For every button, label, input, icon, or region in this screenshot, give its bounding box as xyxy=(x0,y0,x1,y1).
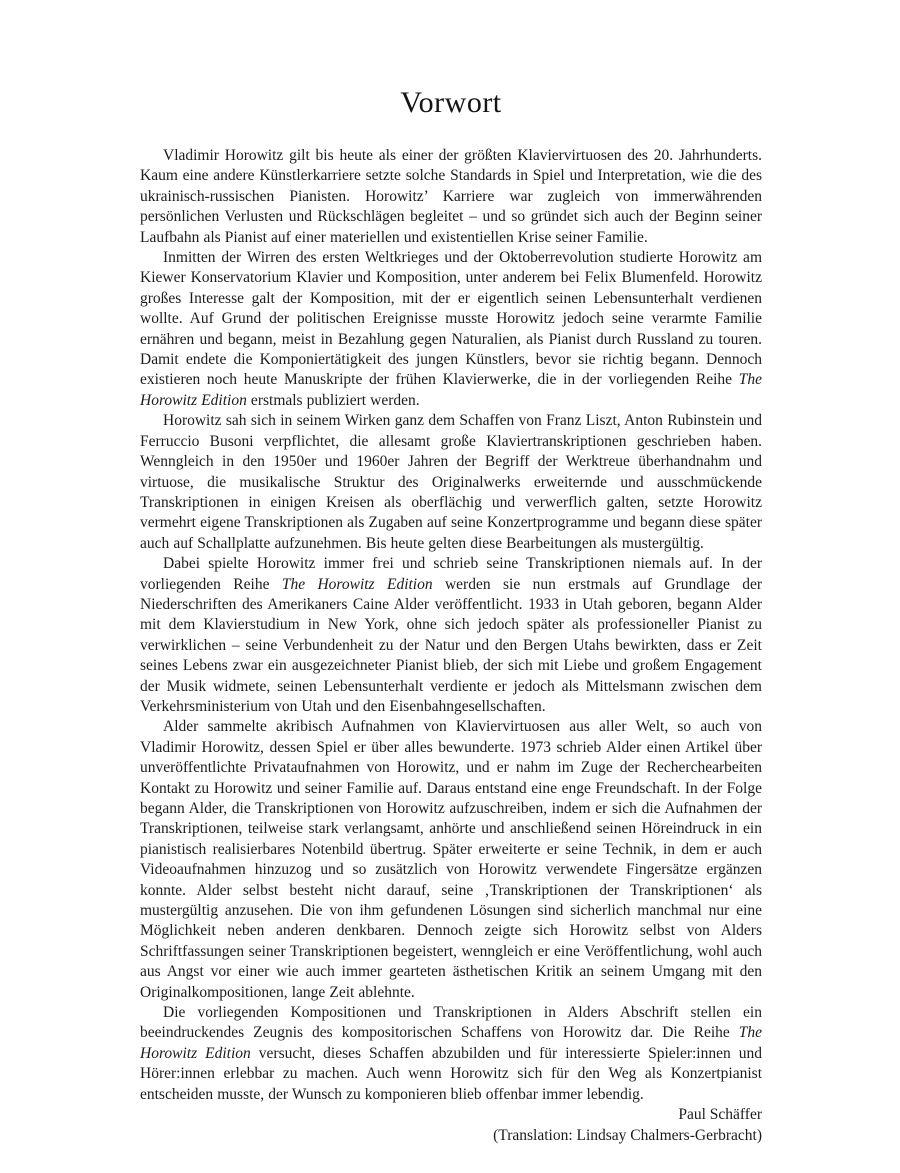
text-segment: erstmals publiziert werden. xyxy=(246,391,420,409)
text-segment: Horowitz sah sich in seinem Wirken ganz dem Schaffen von Franz Liszt, Anton Rubinstein und Ferruccio Busoni verpflichtet, die allesamt große Klaviertranskriptionen geschrieben haben. Wenngleich in den 1950er und 1960er Jahren der Begriff der Werktreue überhandnahm und virtuose, die musikalische Struktur des Originalwerks erweiternde und ausschmückende Transkriptionen in einigen Kreisen als oberflächig und verwerflich galten, setzte Horowitz vermehrt eigene Transkriptionen als Zugaben auf seine Konzertprogramme und begann diese später auch auf Schallplatte aufzunehmen. Bis heute gelten diese Bearbeitungen als mustergültig. xyxy=(140,412,762,552)
paragraph xyxy=(140,554,762,717)
signature-block xyxy=(140,1105,762,1146)
italic-text-segment: The Horowitz Edition xyxy=(140,371,762,409)
paragraph xyxy=(140,717,762,1003)
text-segment: Alder sammelte akribisch Aufnahmen von Klaviervirtuosen aus aller Welt, so auch von Vladimir Horowitz, dessen Spiel er über alles bewunderte. 1973 schrieb Alder einen Artikel über unveröffentlichte Privataufnahmen von Horowitz, und er nahm im Zuge der Recherchearbeiten Kontakt zu Horowitz und seiner Familie auf. Daraus entstand eine enge Freundschaft. In der Folge begann Alder, die Transkriptionen von Horowitz aufzuschreiben, indem er sich die Aufnahmen der Transkriptionen, teilweise stark verlangsamt, anhörte und anschließend seinen Höreindruck in ein pianistisch realisierbares Notenbild übertrug. Später erweiterte er seine Technik, in dem er auch Videoaufnahmen hinzuzog und so zusätzlich von Horowitz verwendete Fingersätze ergänzen konnte. Alder selbst besteht nicht darauf, seine ‚Transkriptionen der Transkriptionen‘ als mustergültig anzusehen. Die von ihm gefundenen Lösungen sind sicherlich manchmal nur eine Möglichkeit neben anderen denkbaren. Dennoch zeigte sich Horowitz selbst von Alders Schriftfassungen seiner Transkriptionen begeistert, wenngleich er eine Veröffentlichung, wohl auch aus Angst vor einer wie auch immer gearteten ästhetischen Kritik an seinem Umgang mit den Originalkompositionen, lange Zeit ablehnte. xyxy=(140,718,762,1001)
page-title: Vorwort xyxy=(400,86,502,119)
paragraph xyxy=(140,146,762,248)
signature-author: Paul Schäffer xyxy=(678,1106,762,1124)
paragraph xyxy=(140,411,762,554)
text-segment: Vladimir Horowitz gilt bis heute als einer der größten Klaviervirtuosen des 20. Jahrhunderts. Kaum eine andere Künstlerkarriere setzte solche Standards in Spiel und Interpretation, wie die des ukrainisch-russischen Pianisten. Horowitz’ Karriere war zugleich von immerwährenden persönlichen Verlusten und Rückschlägen begleitet – und so gründet sich auch der Beginn seiner Laufbahn als Pianist auf einer materiellen und existentiellen Krise seiner Familie. xyxy=(140,147,762,246)
text-segment: Die vorliegenden Kompositionen und Transkriptionen in Alders Abschrift stellen ein beeindruckendes Zeugnis des kompositorischen Schaffens von Horowitz dar. Die Reihe xyxy=(140,1004,762,1042)
text-segment: versucht, dieses Schaffen abzubilden und für interessierte Spieler:innen und Hörer:innen erlebbar zu machen. Auch wenn Horowitz sich für den Weg als Konzertpianist entscheiden musste, der Wunsch zu komponieren blieb offenbar immer lebendig. xyxy=(140,1044,762,1103)
paragraph xyxy=(140,1003,762,1105)
italic-text-segment: The Horowitz Edition xyxy=(281,575,433,593)
body-text xyxy=(140,146,762,1105)
text-segment: Dabei spielte Horowitz immer frei und schrieb seine Transkriptionen niemals auf. In der vorliegenden Reihe xyxy=(140,555,762,593)
text-segment: Inmitten der Wirren des ersten Weltkrieges und der Oktoberrevolution studierte Horowitz am Kiewer Konservatorium Klavier und Komposition, unter anderem bei Felix Blumenfeld. Horowitz großes Interesse galt der Komposition, mit der er eigentlich seinen Lebensunterhalt verdienen wollte. Auf Grund der politischen Ereignisse musste Horowitz jedoch seine verarmte Familie ernähren und begann, meist in Bezahlung gegen Naturalien, als Pianist durch Russland zu touren. Damit endete die Komponiertätigkeit des jungen Künstlers, bevor sie richtig begann. Dennoch existieren noch heute Manuskripte der frühen Klavierwerke, die in der vorliegenden Reihe xyxy=(140,249,762,389)
signature-translation: (Translation: Lindsay Chalmers-Gerbracht) xyxy=(493,1126,762,1144)
italic-text-segment: The Horowitz Edition xyxy=(140,1024,762,1062)
text-segment: werden sie nun erstmals auf Grundlage der Niederschriften des Amerikaners Caine Alder veröffentlicht. 1933 in Utah geboren, begann Alder mit dem Klavierstudium in New York, ohne sich jedoch später als professioneller Pianist zu verwirklichen – seine Verbundenheit zu der Natur und den Bergen Utahs bewirkten, dass er Zeit seines Lebens zwar ein ausgezeichneter Pianist blieb, der sich mit Liebe und großem Engagement der Musik widmete, seinen Lebensunterhalt verdiente er jedoch als Mittelsmann zwischen dem Verkehrsministerium von Utah und den Eisenbahngesellschaften. xyxy=(140,575,763,715)
paragraph xyxy=(140,248,762,411)
